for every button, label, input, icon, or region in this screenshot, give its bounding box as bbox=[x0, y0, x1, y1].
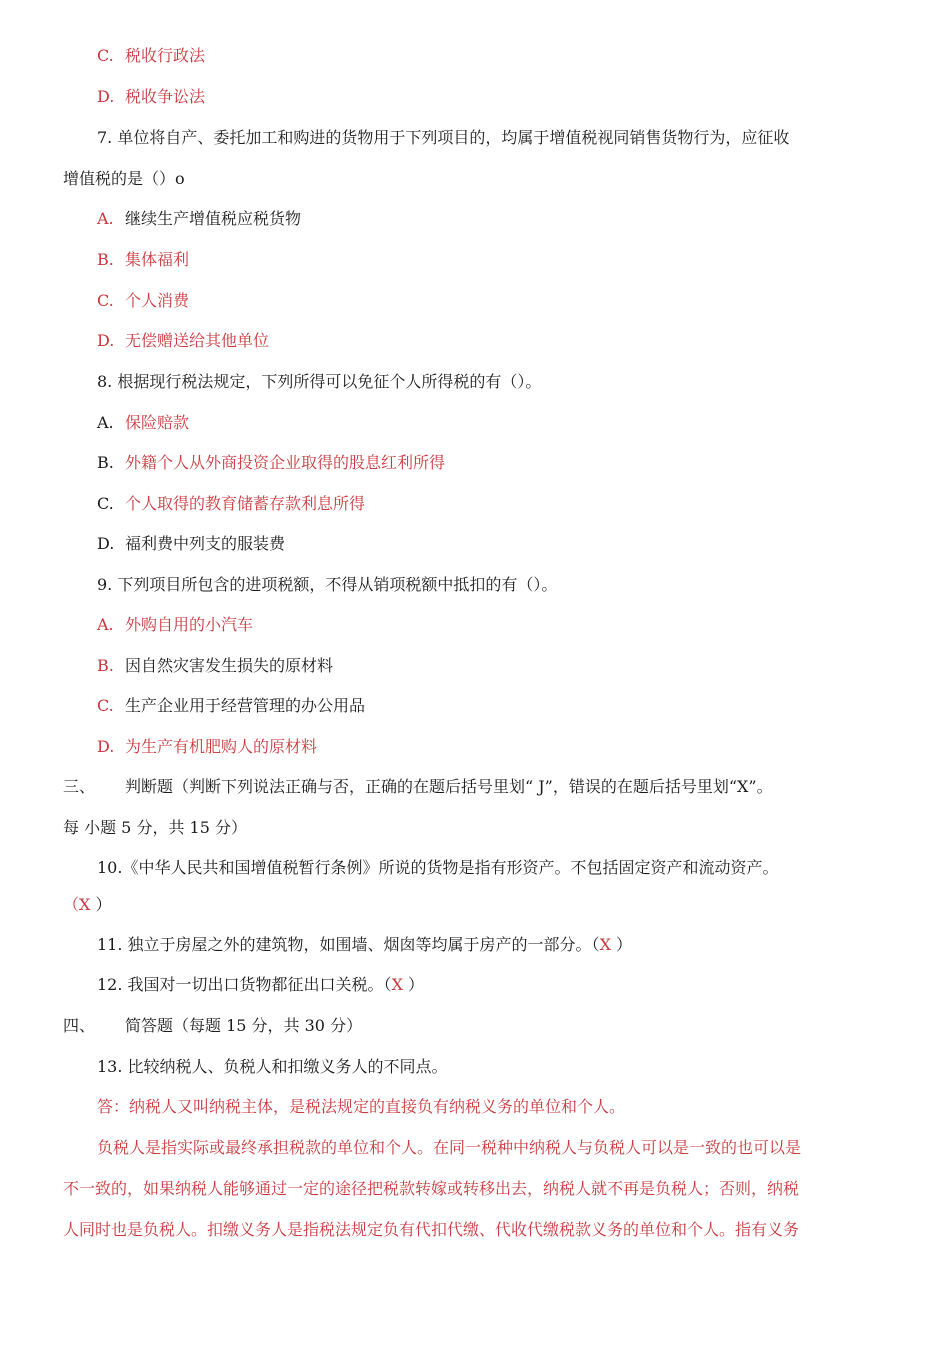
q9-option-b bbox=[97, 655, 333, 677]
section-number: 四、 bbox=[63, 1016, 96, 1035]
q12-text: 12. 我国对一切出口货物都征出口关税。 bbox=[97, 975, 384, 994]
q10-answer bbox=[63, 894, 112, 916]
q11-text: 11. 独立于房屋之外的建筑物，如围墙、烟囱等均属于房产的一部分。 bbox=[97, 935, 592, 954]
option-text: 个人消费 bbox=[125, 291, 190, 310]
paren-close: ） bbox=[90, 895, 112, 914]
option-text: 保险赔款 bbox=[125, 413, 190, 432]
paren-open: （ bbox=[63, 895, 80, 914]
option-text: 继续生产增值税应税货物 bbox=[125, 209, 302, 228]
option-text: 集体福利 bbox=[125, 250, 190, 269]
option-label: D. bbox=[97, 87, 115, 106]
option-label: B. bbox=[97, 250, 114, 269]
option-label: A. bbox=[97, 413, 114, 432]
q9-option-a bbox=[97, 614, 253, 636]
paren-open: （ bbox=[591, 935, 600, 954]
option-label: C. bbox=[97, 494, 114, 513]
option-text: 税收争讼法 bbox=[125, 87, 206, 106]
option-text: 外购自用的小汽车 bbox=[125, 615, 254, 634]
q8-option-b bbox=[97, 452, 445, 474]
q13-answer-line4: 人同时也是负税人。扣缴义务人是指税法规定负有代扣代缴、代收代缴税款义务的单位和个人。指有义务 bbox=[63, 1220, 800, 1239]
q9-option-d bbox=[97, 736, 317, 758]
option-label: D. bbox=[97, 534, 115, 553]
q10-text: 10.《中华人民共和国增值税暂行条例》所说的货物是指有形资产。不包括固定资产和流动资产。 bbox=[97, 858, 779, 877]
q13-answer-line3: 不一致的，如果纳税人能够通过一定的途径把税款转嫁或转移出去，纳税人就不再是负税人；否则，纳税 bbox=[63, 1179, 800, 1198]
option-text: 为生产有机肥购人的原材料 bbox=[125, 737, 318, 756]
option-text: 无偿赠送给其他单位 bbox=[125, 331, 270, 350]
q7-option-a bbox=[97, 208, 301, 230]
q9-stem: 9. 下列项目所包含的进项税额，不得从销项税额中抵扣的有（）。 bbox=[97, 575, 558, 594]
option-label: A. bbox=[97, 615, 114, 634]
q7-option-c bbox=[97, 290, 189, 312]
q13-stem: 13. 比较纳税人、负税人和扣缴义务人的不同点。 bbox=[97, 1057, 448, 1076]
section-title: 判断题（判断下列说法正确与否，正确的在题后括号里划“ J”，错误的在题后括号里划“X”。 bbox=[125, 777, 773, 796]
paren-close: ） bbox=[610, 935, 633, 954]
section-title: 简答题（每题 15 分，共 30 分） bbox=[125, 1016, 363, 1035]
q8-option-d bbox=[97, 533, 285, 555]
q6-option-d bbox=[97, 86, 205, 108]
q9-option-c bbox=[97, 695, 365, 717]
paren-open: （ bbox=[383, 975, 392, 994]
option-label: C. bbox=[97, 291, 114, 310]
option-text: 因自然灾害发生损失的原材料 bbox=[125, 656, 334, 675]
answer-mark: X bbox=[599, 935, 611, 954]
option-label: C. bbox=[97, 46, 114, 65]
q7-option-d bbox=[97, 330, 269, 352]
option-label: B. bbox=[97, 453, 114, 472]
option-text: 外籍个人从外商投资企业取得的股息红利所得 bbox=[125, 453, 446, 472]
q11-line bbox=[97, 934, 632, 956]
q13-answer-line2: 负税人是指实际或最终承担税款的单位和个人。在同一税种中纳税人与负税人可以是一致的也可以是 bbox=[97, 1138, 802, 1157]
q12-line bbox=[97, 974, 424, 996]
section3-heading-line2: 每 小题 5 分，共 15 分） bbox=[63, 818, 247, 837]
section3-heading bbox=[63, 776, 773, 798]
option-label: A. bbox=[97, 209, 114, 228]
option-label: D. bbox=[97, 331, 115, 350]
paren-close: ） bbox=[402, 975, 425, 994]
answer-mark: X bbox=[391, 975, 403, 994]
q8-option-a bbox=[97, 412, 189, 434]
q7-option-b bbox=[97, 249, 189, 271]
option-text: 福利费中列支的服装费 bbox=[125, 534, 286, 553]
q6-option-c bbox=[97, 45, 205, 67]
q8-option-c bbox=[97, 493, 365, 515]
section-number: 三、 bbox=[63, 777, 96, 796]
q8-stem: 8. 根据现行税法规定，下列所得可以免征个人所得税的有（）。 bbox=[97, 372, 542, 391]
answer-mark: X bbox=[79, 895, 91, 914]
option-label: C. bbox=[97, 696, 114, 715]
q13-answer-line1: 答：纳税人又叫纳税主体，是税法规定的直接负有纳税义务的单位和个人。 bbox=[97, 1097, 626, 1116]
option-label: D. bbox=[97, 737, 115, 756]
q7-stem-line1: 7. 单位将自产、委托加工和购进的货物用于下列项目的，均属于增值税视同销售货物行为，应征收 bbox=[97, 128, 790, 147]
option-text: 税收行政法 bbox=[125, 46, 206, 65]
section4-heading bbox=[63, 1015, 362, 1037]
option-text: 生产企业用于经营管理的办公用品 bbox=[125, 696, 366, 715]
q7-stem-line2: 增值税的是（）o bbox=[63, 169, 185, 188]
option-text: 个人取得的教育储蓄存款利息所得 bbox=[125, 494, 366, 513]
option-label: B. bbox=[97, 656, 114, 675]
